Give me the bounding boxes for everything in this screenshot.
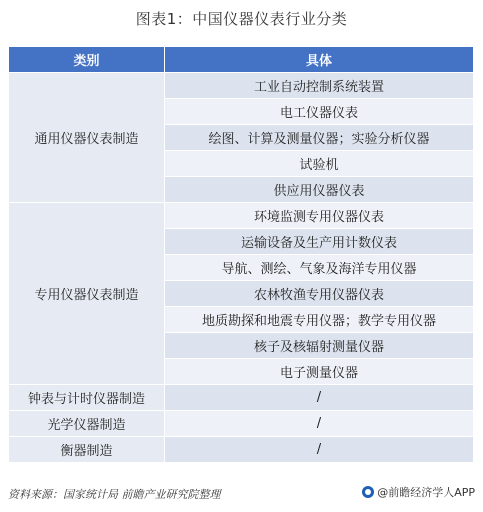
brand-logo-icon	[362, 486, 374, 498]
table-row	[9, 203, 474, 229]
source-note: 资料来源：国家统计局 前瞻产业研究院整理	[8, 488, 221, 501]
detail-cell: 运输设备及生产用计数仪表	[165, 229, 474, 255]
table-row	[9, 437, 474, 463]
table-row	[9, 385, 474, 411]
detail-cell: 导航、测绘、气象及海洋专用仪器	[165, 255, 474, 281]
detail-cell: 绘图、计算及测量仪器；实验分析仪器	[165, 125, 474, 151]
detail-cell: 核子及核辐射测量仪器	[165, 333, 474, 359]
header-detail: 具体	[165, 47, 474, 73]
detail-cell: /	[165, 411, 474, 437]
category-cell: 衡器制造	[9, 437, 165, 463]
category-cell: 通用仪器仪表制造	[9, 73, 165, 203]
category-cell: 光学仪器制造	[9, 411, 165, 437]
detail-cell: 农林牧渔专用仪器仪表	[165, 281, 474, 307]
detail-cell: /	[165, 385, 474, 411]
detail-cell: 试验机	[165, 151, 474, 177]
table-header-row	[9, 47, 474, 73]
header-category: 类别	[9, 47, 165, 73]
category-cell: 专用仪器仪表制造	[9, 203, 165, 385]
detail-cell: 环境监测专用仪器仪表	[165, 203, 474, 229]
brand-label: @前瞻经济学人APP	[377, 486, 475, 499]
detail-cell: 地质勘探和地震专用仪器；教学专用仪器	[165, 307, 474, 333]
detail-cell: 电子测量仪器	[165, 359, 474, 385]
classification-table	[8, 46, 474, 463]
detail-cell: /	[165, 437, 474, 463]
table-row	[9, 411, 474, 437]
category-cell: 钟表与计时仪器制造	[9, 385, 165, 411]
detail-cell: 供应用仪器仪表	[165, 177, 474, 203]
table-body	[9, 73, 474, 463]
chart-title: 图表1：中国仪器仪表行业分类	[135, 10, 348, 28]
brand-footer	[362, 484, 475, 500]
detail-cell: 电工仪器仪表	[165, 99, 474, 125]
detail-cell: 工业自动控制系统装置	[165, 73, 474, 99]
table-row	[9, 73, 474, 99]
